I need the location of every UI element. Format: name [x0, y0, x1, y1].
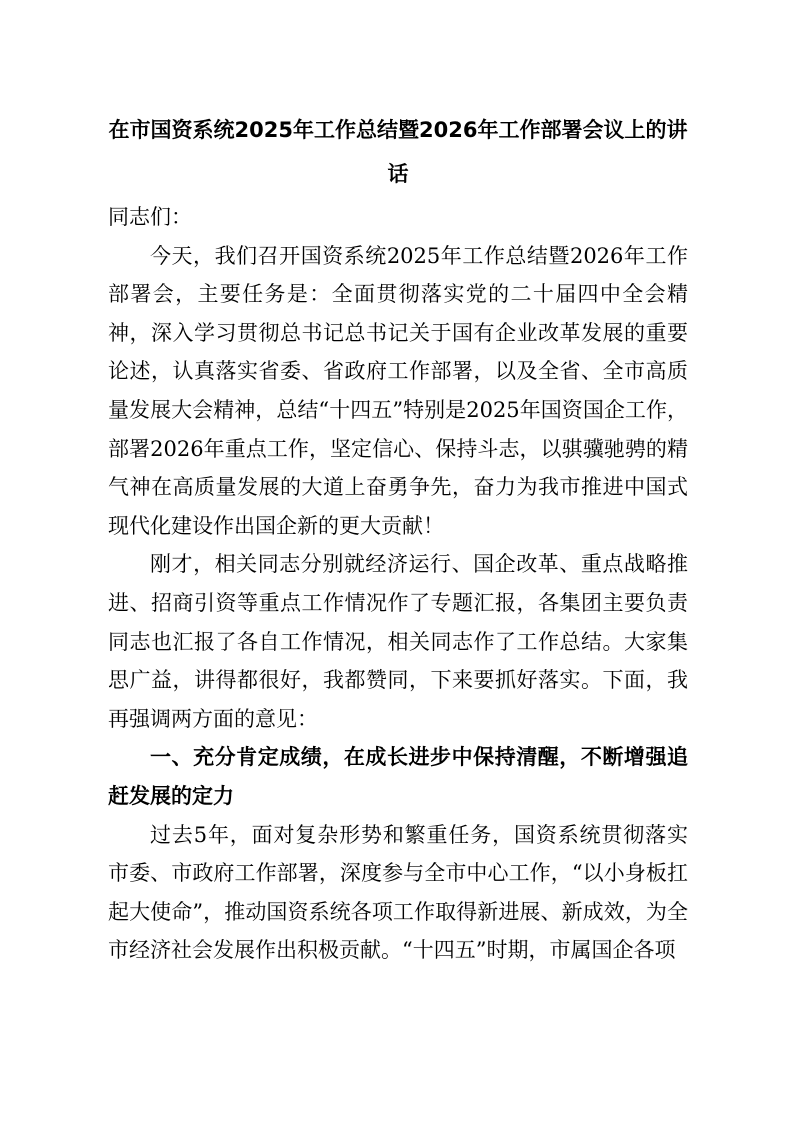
salutation: 同志们： — [108, 205, 192, 229]
body-paragraph-1: 今天，我们召开国资系统2025年工作总结暨2026年工作部署会，主要任务是：全面贯彻落实党的二十届四中全会精神，深入学习贯彻总书记总书记关于国有企业改革发展的重要论述，认真落实省委、省政府工作部署，以及全省、全市高质量发展大会精神，总结“十四五”特别是2025年国资国企工作，部署2026年重点工作，坚定信心、保持斗志，以骐骥驰骋的精气神在高质量发展的大道上奋勇争先，奋力为我市推进中国式现代化建设作出国企新的更大贡献！ — [108, 243, 688, 538]
section-heading-1: 一、充分肯定成绩，在成长进步中保持清醒，不断增强追赶发展的定力 — [108, 745, 688, 808]
document-title: 在市国资系统2025年工作总结暨2026年工作部署会议上的讲话 — [108, 118, 688, 186]
document-body — [108, 108, 688, 970]
body-paragraph-2: 刚才，相关同志分别就经济运行、国企改革、重点战略推进、招商引资等重点工作情况作了专题汇报，各集团主要负责同志也汇报了各自工作情况，相关同志作了工作总结。大家集思广益，讲得都很好，我都赞同，下来要抓好落实。下面，我再强调两方面的意见： — [108, 552, 688, 731]
section-paragraph-1: 过去5年，面对复杂形势和繁重任务，国资系统贯彻落实市委、市政府工作部署，深度参与全市中心工作，“以小身板扛起大使命”，推动国资系统各项工作取得新进展、新成效，为全市经济社会发展作出积极贡献。“十四五”时期，市属国企各项 — [108, 822, 688, 963]
